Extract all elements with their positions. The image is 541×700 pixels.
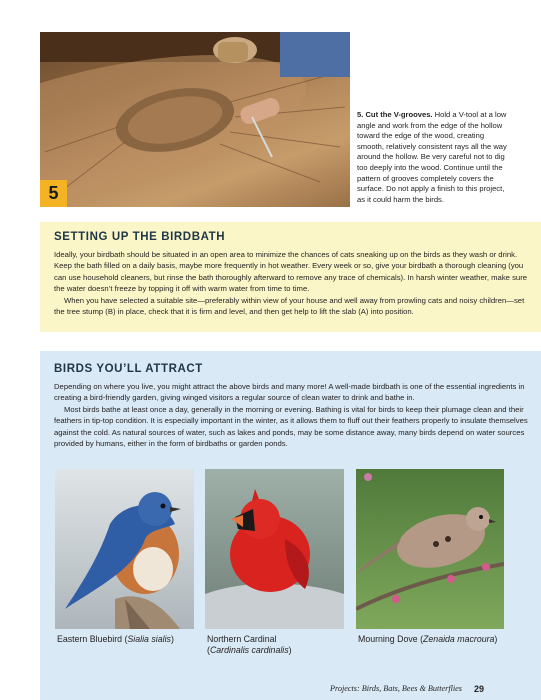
cardinal-illustration [205,469,344,629]
step-5-photo [40,32,350,207]
step-5-caption [357,110,507,205]
dove-common-name: Mourning Dove [358,634,418,644]
bluebird-illustration [55,469,194,629]
setup-paragraph-1: Ideally, your birdbath should be situated in an open area to minimize the chances of cats sneaking up on the birds as they wash or drink. Keep the bath filled on a daily basis, maybe more frequently in hot weather. Every week or so, give your birdbath a thorough cleaning (you can use household cleaners, but rinse the bath thoroughly afterward to remove any trace of chemicals). In harsh winter weather, make sure the water doesn’t freeze by topping it off with warm water from time to time. [54,250,528,294]
bluebird-common-name: Eastern Bluebird [57,634,123,644]
cardinal-latin-name: Cardinalis cardinalis [209,645,289,655]
bluebird-photo [55,469,194,629]
cardinal-common-name: Northern Cardinal [207,634,277,644]
cardinal-caption: Northern Cardinal (Cardinalis cardinalis) [207,634,292,655]
carving-illustration [40,32,350,207]
dove-photo [356,469,504,629]
step-5-caption-lead: 5. Cut the V-grooves. [357,110,433,119]
birds-paragraph-1: Depending on where you live, you might attract the above birds and many more! A well-made birdbath is one of the essential ingredients in creating a bird-friendly garden, giving winged visitors a regular source of clean water to drink and bathe in. [54,382,525,403]
setup-paragraph-2: When you have selected a suitable site—preferably within view of your house and well away from prowling cats and noisy children—set the tree stump (B) in place, check that it is firm and level, and then get help to lift the slab (A) into position. [54,295,525,317]
dove-illustration [356,469,504,629]
running-footer-title: Projects: Birds, Bats, Bees & Butterflies [330,684,462,693]
dove-latin-name: Zenaida macroura [423,634,495,644]
page-number: 29 [474,684,485,694]
step-number-badge: 5 [40,180,67,207]
cardinal-photo [205,469,344,629]
birds-paragraph-2: Most birds bathe at least once a day, generally in the morning or evening. Bathing is vital for birds to keep their plumage clean and their feathers in tip-top condition. It is especially important in the winter, as it allows them to fluff out their feathers properly to insulate themselves against the cold. As natural sources of water, such as lakes and ponds, may be some distance away, many birds depend on water sources provided by humans, either in the form of birdbaths or garden ponds. [54,404,528,449]
bluebird-latin-name: Sialia sialis [127,634,171,644]
step-5-caption-body: Hold a V-tool at a low angle and work from the edge of the hollow toward the edge of the wood, creating smooth, relatively consistent rays all the way around the hollow. Be very careful not to dig too deeply into the wood. Continue until the pattern of grooves completely covers the surface. Do not apply a finish to this project, as it could harm the birds. [357,110,507,204]
setup-heading: SETTING UP THE BIRDBATH [54,231,226,243]
setup-body [54,249,532,317]
birds-body [54,381,532,449]
bluebird-caption: Eastern Bluebird (Sialia sialis) [57,634,174,644]
dove-caption: Mourning Dove (Zenaida macroura) [358,634,498,644]
birds-heading: BIRDS YOU’LL ATTRACT [54,363,203,375]
